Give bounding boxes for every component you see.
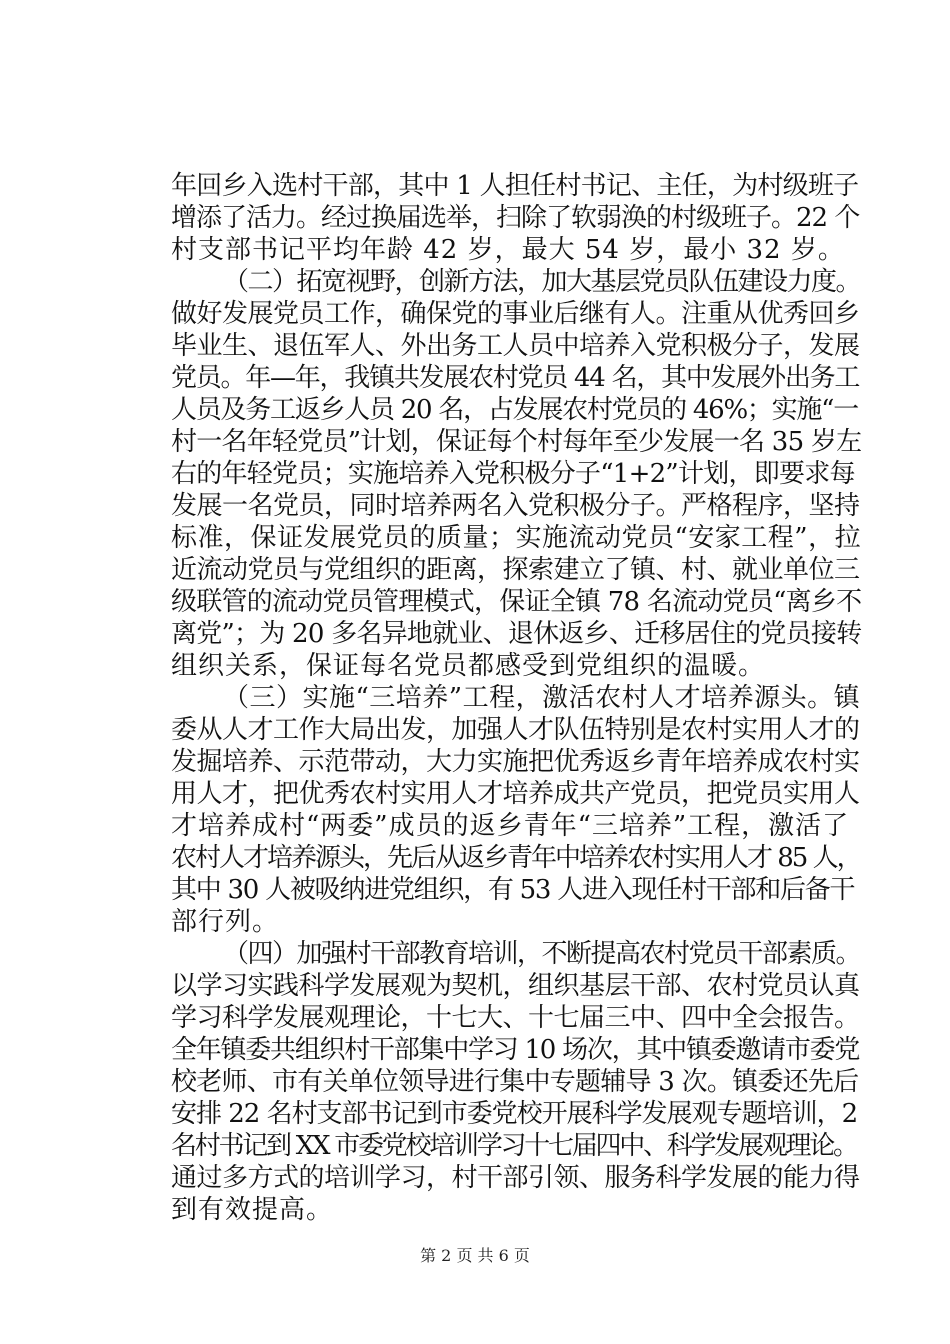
text-line: 通过多方式的培训学习，村干部引领、服务科学发展的能力得 [171, 1163, 860, 1193]
text-line: 以学习实践科学发展观为契机，组织基层干部、农村党员认真 [171, 971, 860, 1001]
text-line: 发展一名党员，同时培养两名入党积极分子。严格程序，坚持 [171, 491, 860, 521]
text-line: 用人才，把优秀农村实用人才培养成共产党员，把党员实用人 [171, 779, 860, 809]
text-line: 安排 22 名村支部书记到市委党校开展科学发展观专题培训，2 [171, 1099, 858, 1129]
text-line: 组织关系，保证每名党员都感受到党组织的温暖。 [171, 651, 766, 681]
document-body [171, 170, 861, 1226]
page-footer: 第 2 页 共 6 页 [420, 1246, 530, 1265]
text-line: 人员及务工返乡人员 20 名，占发展农村党员的 46%；实施“一 [171, 395, 858, 425]
text-line: 村支部书记平均年龄 42 岁，最大 54 岁，最小 32 岁。 [171, 235, 845, 265]
text-line: 毕业生、退伍军人、外出务工人员中培养入党积极分子，发展 [171, 331, 860, 361]
text-line: 增添了活力。经过换届选举，扫除了软弱涣的村级班子。22 个 [171, 203, 860, 233]
text-line: 农村人才培养源头，先后从返乡青年中培养农村实用人才 85 人， [171, 843, 861, 873]
text-line: 发掘培养、示范带动，大力实施把优秀返乡青年培养成农村实 [171, 747, 860, 777]
text-line: （二）拓宽视野，创新方法，加大基层党员队伍建设力度。 [223, 267, 861, 297]
text-line: 委从人才工作大局出发，加强人才队伍特别是农村实用人才的 [171, 715, 860, 745]
text-line: 级联管的流动党员管理模式，保证全镇 78 名流动党员“离乡不 [171, 587, 862, 617]
text-line: 名村书记到 XX 市委党校培训学习十七届四中、科学发展观理论。 [171, 1131, 857, 1161]
text-line: 到有效提高。 [171, 1195, 334, 1225]
text-line: 全年镇委共组织村干部集中学习 10 场次，其中镇委邀请市委党 [171, 1035, 860, 1065]
text-line: （三）实施“三培养”工程，激活农村人才培养源头。镇 [223, 683, 861, 713]
text-line: 村一名年轻党员”计划，保证每个村每年至少发展一名 35 岁左 [171, 427, 862, 457]
text-line: 近流动党员与党组织的距离，探索建立了镇、村、就业单位三 [171, 555, 860, 585]
text-line: 其中 30 人被吸纳进党组织，有 53 人进入现任村干部和后备干 [171, 875, 855, 905]
text-line: 年回乡入选村干部，其中 1 人担任村书记、主任，为村级班子 [171, 171, 859, 201]
text-line: 党员。年—年，我镇共发展农村党员 44 名，其中发展外出务工 [171, 363, 860, 393]
text-line: 标准，保证发展党员的质量；实施流动党员“安家工程”，拉 [171, 523, 862, 553]
text-line: 离党”；为 20 多名异地就业、退休返乡、迁移居住的党员接转 [171, 619, 862, 649]
text-line: 右的年轻党员；实施培养入党积极分子“1+2”计划，即要求每 [171, 459, 855, 489]
text-line: 部行列。 [171, 907, 280, 937]
text-line: 做好发展党员工作，确保党的事业后继有人。注重从优秀回乡 [171, 299, 860, 329]
text-line: 学习科学发展观理论，十七大、十七届三中、四中全会报告。 [171, 1003, 860, 1033]
text-line: 校老师、市有关单位领导进行集中专题辅导 3 次。镇委还先后 [171, 1067, 859, 1097]
text-line: （四）加强村干部教育培训，不断提高农村党员干部素质。 [223, 939, 861, 969]
text-line: 才培养成村“两委”成员的返乡青年“三培养”工程，激活了 [171, 811, 850, 841]
